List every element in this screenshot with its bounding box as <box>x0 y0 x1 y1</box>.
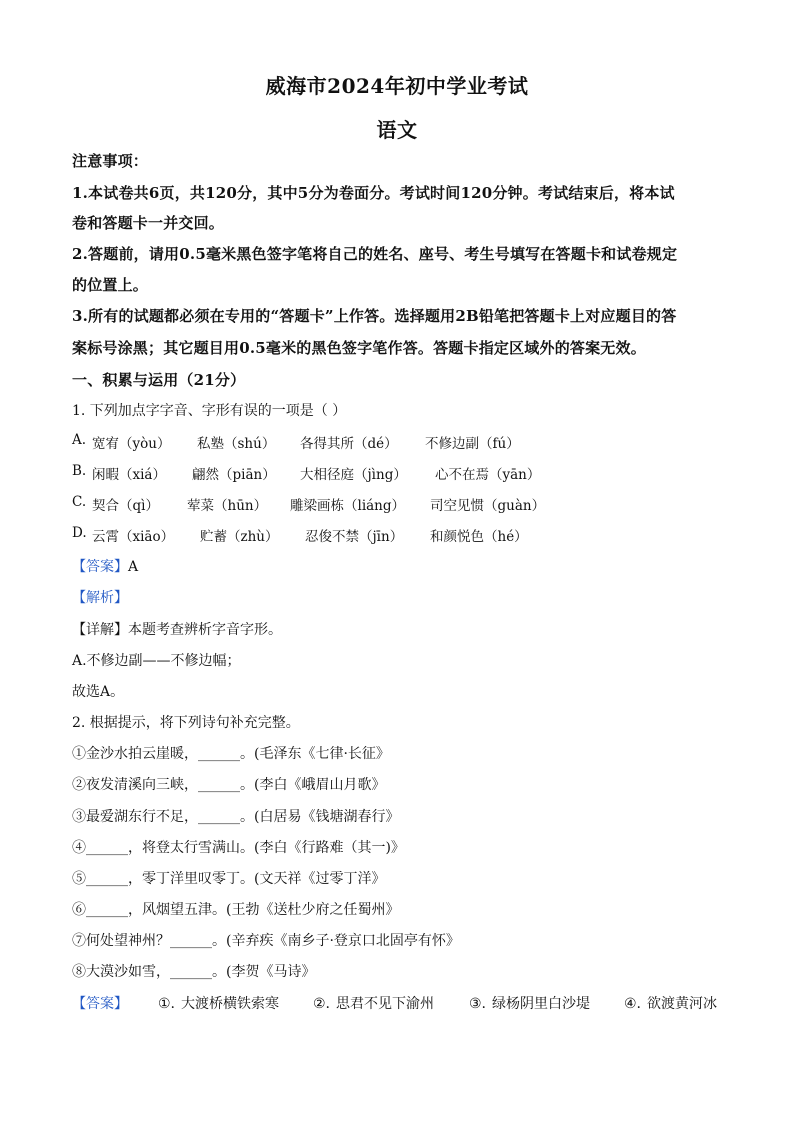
answer-number: ③. <box>469 996 487 1012</box>
section-heading: 一、积累与运用（21分） <box>72 371 246 389</box>
option-item: 宽宥（yòu） <box>92 436 171 452</box>
notice-line: 3.所有的试题都必须在专用的“答题卡”上作答。选择题用2B铅笔把答题卡上对应题目的答 <box>72 307 677 325</box>
poem-line: ③最爱湖东行不足，______。(白居易《钱塘湖春行》 <box>72 809 400 825</box>
option-item: 私塾（shú） <box>197 436 276 452</box>
correction-line: A.不修边副——不修边幅； <box>72 653 241 669</box>
option-label: D. <box>72 525 87 541</box>
answer-item <box>158 993 279 1013</box>
analysis-tag: 【解析】 <box>72 590 128 606</box>
answer-item <box>313 993 434 1013</box>
detail-tag: 【详解】 <box>72 622 128 638</box>
answer-text: 大渡桥横铁索寒 <box>181 996 280 1012</box>
conclusion-line: 故选A。 <box>72 684 125 700</box>
notice-line: 卷和答题卡一并交回。 <box>72 214 225 232</box>
option-item: 贮蓄（zhù） <box>200 529 279 545</box>
answer-number: ④. <box>624 996 642 1012</box>
option-item: 荤菜（hūn） <box>187 498 268 514</box>
notice-line: 2.答题前，请用0.5毫米黑色签字笔将自己的姓名、座号、考生号填写在答题卡和试卷规定 <box>72 245 678 263</box>
option-label: A. <box>72 432 87 448</box>
question-stem: 2. 根据提示，将下列诗句补充完整。 <box>72 715 300 731</box>
answer-tag: 【答案】 <box>72 559 128 575</box>
answer-number: ①. <box>158 996 176 1012</box>
detail-line <box>72 619 282 639</box>
option-item: 不修边副（fú） <box>425 436 520 452</box>
subject-title: 语文 <box>376 118 418 142</box>
option-item: 云霄（xiāo） <box>92 529 175 545</box>
poem-line: ⑦何处望神州？______。(辛弃疾《南乡子·登京口北固亭有怀》 <box>72 933 460 949</box>
notice-line: 案标号涂黑；其它题目用0.5毫米的黑色签字笔作答。答题卡指定区域外的答案无效。 <box>72 339 646 357</box>
answer-tag: 【答案】 <box>72 996 128 1012</box>
answer-item <box>469 993 590 1013</box>
option-label: C. <box>72 494 87 510</box>
poem-line: ①金沙水拍云崖暖，______。(毛泽东《七律·长征》 <box>72 746 390 762</box>
option-item: 各得其所（dé） <box>300 436 398 452</box>
answer-text: 思君不见下渝州 <box>336 996 435 1012</box>
option-item: 契合（qì） <box>92 498 159 514</box>
answer-text: 欲渡黄河冰 <box>647 996 718 1012</box>
poem-line: ⑧大漠沙如雪，______。(李贺《马诗》 <box>72 964 316 980</box>
poem-line: ②夜发清溪向三峡，______。(李白《峨眉山月歌》 <box>72 777 386 793</box>
notice-line: 1.本试卷共6页，共120分，其中5分为卷面分。考试时间120分钟。考试结束后，将本试 <box>72 184 675 202</box>
notice-line: 的位置上。 <box>72 276 149 294</box>
poem-line: ④______，将登太行雪满山。(李白《行路难（其一)》 <box>72 840 405 856</box>
answer-item <box>624 993 717 1013</box>
answer-line <box>72 556 138 576</box>
option-item: 和颜悦色（hé） <box>430 529 528 545</box>
answer-number: ②. <box>313 996 331 1012</box>
notice-heading: 注意事项： <box>72 152 149 170</box>
option-item: 翩然（piān） <box>192 467 276 483</box>
option-item: 闲暇（xiá） <box>92 467 166 483</box>
poem-line: ⑥______，风烟望五津。(王勃《送杜少府之任蜀州》 <box>72 902 400 918</box>
question-stem: 1. 下列加点字字音、字形有误的一项是（ ） <box>72 403 347 419</box>
exam-title: 威海市2024年初中学业考试 <box>265 74 529 98</box>
answer-text: 绿杨阴里白沙堤 <box>492 996 591 1012</box>
option-item: 司空见惯（guàn） <box>430 498 546 514</box>
poem-line: ⑤______，零丁洋里叹零丁。(文天祥《过零丁洋》 <box>72 871 386 887</box>
option-item: 雕梁画栋（liáng） <box>290 498 406 514</box>
detail-text: 本题考查辨析字音字形。 <box>128 622 282 638</box>
answer-value: A <box>128 559 139 575</box>
option-item: 忍俊不禁（jīn） <box>305 529 404 545</box>
option-item: 大相径庭（jìng） <box>300 467 407 483</box>
option-item: 心不在焉（yān） <box>435 467 541 483</box>
option-label: B. <box>72 463 87 479</box>
